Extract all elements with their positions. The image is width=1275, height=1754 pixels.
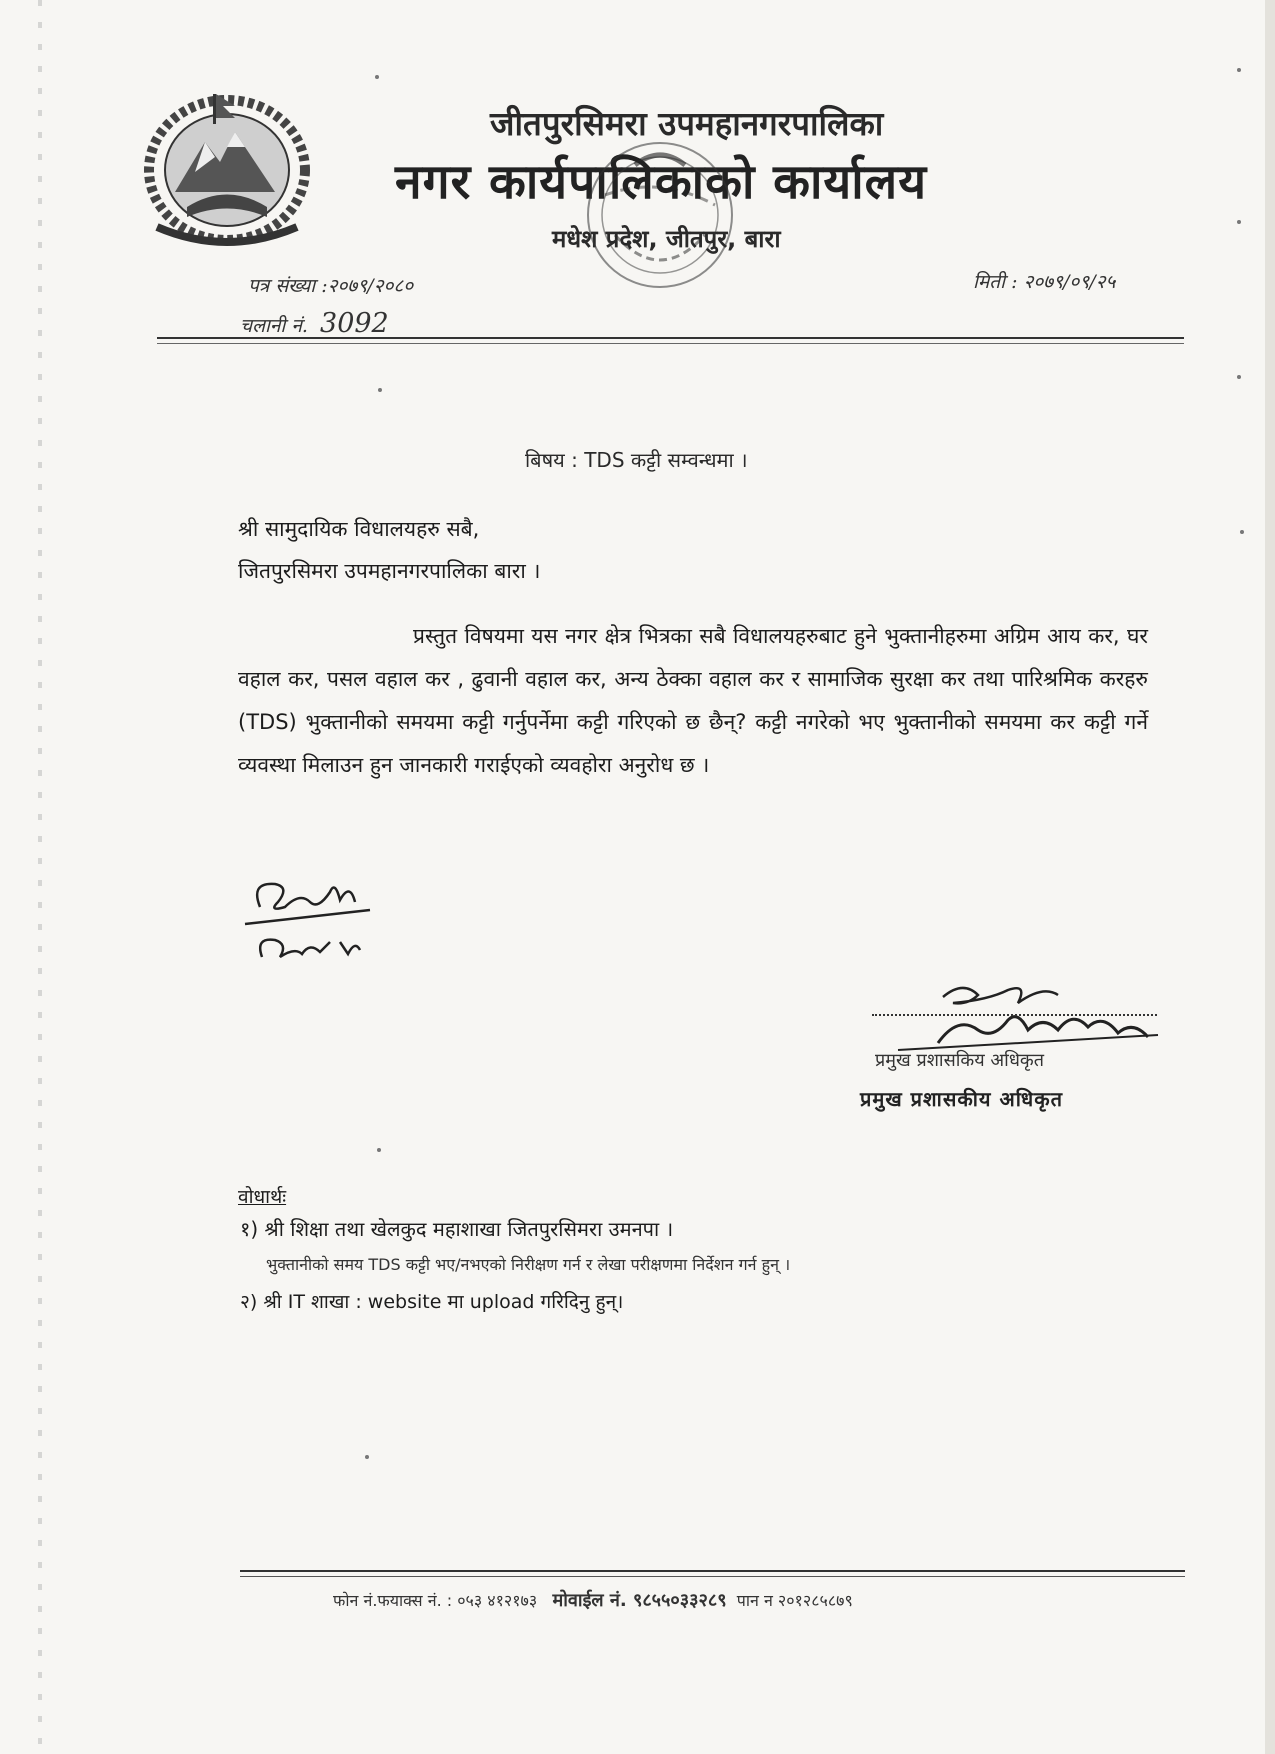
nepal-emblem-icon <box>135 82 320 252</box>
scan-edge-left <box>38 0 42 1754</box>
handwritten-initials-icon <box>240 862 390 972</box>
addressee-line-2: जितपुरसिमरा उपमहानगरपालिका बारा । <box>238 559 541 583</box>
scan-speck <box>1237 220 1241 224</box>
office-address: मधेश प्रदेश, जीतपुर, बारा <box>552 225 781 253</box>
body-text: प्रस्तुत विषयमा यस नगर क्षेत्र भित्रका सबै विधालयहरुबाट हुने भुक्तानीहरुमा अग्रिम आय कर, घर वहाल कर, पसल वहाल कर , ढुवानी वहाल कर, अन्य ठेक्का वहाल कर र सामाजिक सुरक्षा कर तथा पारिश्रमिक करहरु (TDS) भुक्तानीको समयमा कट्टी गर्नुपर्नेमा कट्टी गरिएको छ छैन्? कट्टी नगरेको भए भुक्तानीको समयमा कर कट्टी गर्ने व्यवस्था मिलाउन हुन जानकारी गराईएको व्यवहोरा अनुरोध छ । <box>238 624 1148 777</box>
footer-divider <box>240 1570 1185 1572</box>
header-divider-thin <box>157 343 1184 344</box>
dispatch-value: 3092 <box>320 308 389 339</box>
cc-item-1-note: भुक्तानीको समय TDS कट्टी भए/नभएको निरीक्षण गर्न र लेखा परीक्षणमा निर्देशन गर्न हुन् । <box>266 1255 791 1274</box>
footer-divider-thin <box>240 1576 1185 1577</box>
scan-speck <box>375 75 379 79</box>
office-stamp-icon <box>555 135 765 305</box>
letter-body <box>238 615 1148 787</box>
scan-speck <box>1240 530 1244 534</box>
signature-line <box>872 1014 1157 1016</box>
officer-rubber-stamp: प्रमुख प्रशासकीय अधिकृत <box>860 1087 1063 1111</box>
scan-speck <box>378 388 382 392</box>
subject-line: बिषय : TDS कट्टी सम्वन्धमा । <box>525 448 748 472</box>
scan-speck <box>1237 375 1241 379</box>
footer-pan: पान न २०१२८५८७९ <box>736 1591 853 1610</box>
cc-item-2: २) श्री IT शाखा : website मा upload गरिदिनु हुन्। <box>240 1291 624 1313</box>
footer-phone: फोन नं.फयाक्स नं. : ०५३ ४१२१७३ <box>333 1591 538 1610</box>
cc-heading: वोधार्थः <box>238 1186 287 1208</box>
dispatch-number <box>240 308 389 339</box>
letter-number: पत्र संख्या :२०७९/२०८० <box>248 275 414 297</box>
footer-mobile: मोवाईल नं. ९८५५०३३२८९ <box>552 1590 727 1611</box>
footer-contact <box>333 1588 853 1612</box>
scan-speck <box>1237 68 1241 72</box>
cc-item-1: १) श्री शिक्षा तथा खेलकुद महाशाखा जितपुरसिमरा उमनपा । <box>240 1217 674 1241</box>
office-title: नगर कार्यपालिकाको कार्यालय <box>395 154 928 210</box>
municipality-name: जीतपुरसिमरा उपमहानगरपालिका <box>490 104 884 143</box>
letter-date: मिती : २०७९/०९/२५ <box>973 271 1116 293</box>
scan-speck <box>365 1455 369 1459</box>
addressee-line-1: श्री सामुदायिक विधालयहरु सबै, <box>238 517 480 541</box>
scan-speck <box>377 1148 381 1152</box>
scan-edge-right <box>1265 0 1275 1754</box>
dispatch-label: चलानी नं. <box>240 315 308 337</box>
officer-title: प्रमुख प्रशासकिय अधिकृत <box>875 1050 1044 1071</box>
header-divider <box>157 337 1184 339</box>
